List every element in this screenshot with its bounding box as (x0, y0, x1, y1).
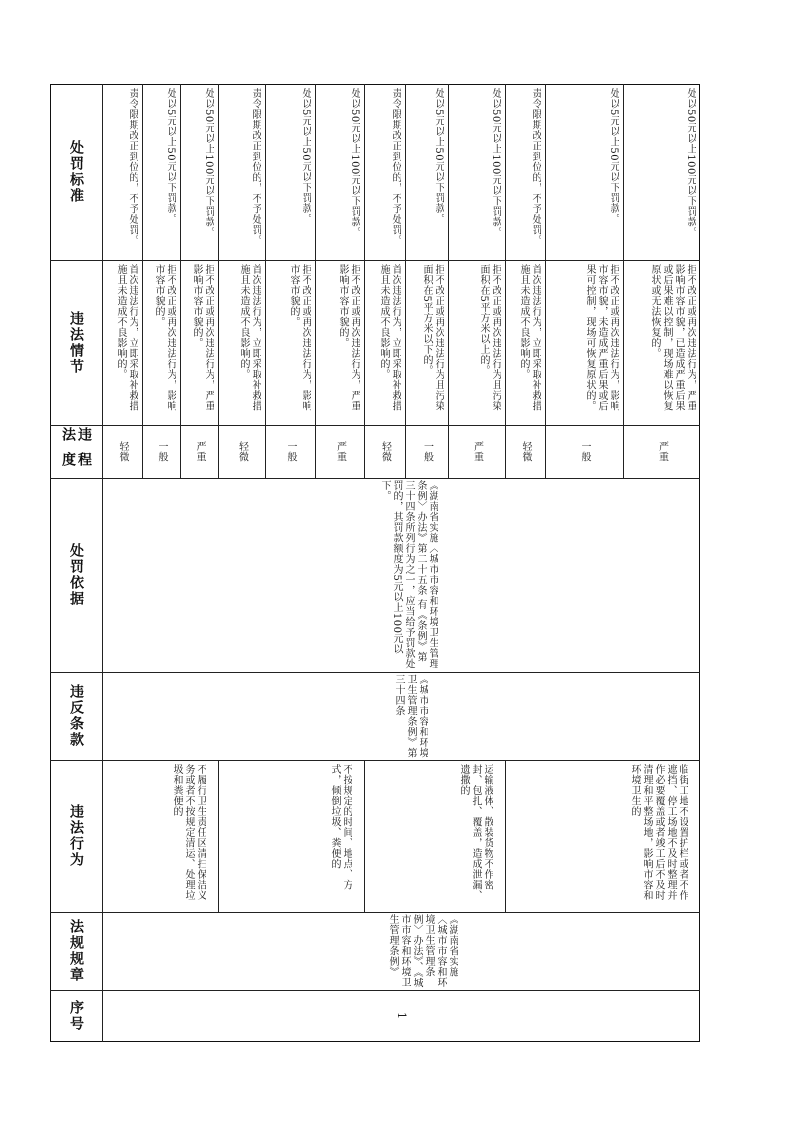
behavior-cell: 不履行卫生责任区清扫保洁义务或者不按规定清运、处理垃圾和粪便的 (171, 764, 206, 901)
row-rule (315, 84, 316, 478)
standard-cell: 处以5元以上50元以下罚款。 (300, 88, 311, 225)
behavior-cell: 不按规定的时间、地点、方式，倾倒垃圾、粪便的 (329, 764, 352, 890)
header-detail: 违法情节 (68, 310, 84, 375)
row-rule (448, 84, 449, 478)
group-rule (505, 760, 506, 912)
row-article: 《城市市容和环境卫生管理条例》第三十四条 (393, 674, 428, 758)
row-rule (218, 84, 219, 478)
detail-cell: 首次违法行为，立即采取补救措施且未造成不良影响的。 (115, 264, 138, 411)
standard-cell: 责令限期改正到位的，不予处罚。 (390, 88, 401, 246)
degree-cell: 轻微 (117, 441, 128, 462)
detail-cell: 拒不改正或再次违法行为，影响市容市貌，未造成严重后果或后果可控制，现场可恢复原状的。 (584, 264, 619, 411)
group-rule (218, 760, 219, 912)
row-seq: 1 (395, 1012, 408, 1020)
column-rule (50, 912, 700, 913)
header-degree-line2: 程度 (60, 451, 92, 466)
degree-cell: 一般 (579, 441, 590, 462)
column-rule (50, 425, 700, 426)
degree-cell: 严重 (471, 441, 483, 462)
header-seq: 序号 (68, 1000, 84, 1032)
detail-cell: 首次违法行为，立即采取补救措施且未造成不良影响的。 (238, 264, 261, 411)
standard-cell: 责令限期改正到位的，不予处罚。 (530, 88, 541, 246)
degree-cell: 一般 (421, 441, 433, 462)
detail-cell: 拒不改正或再次违法行为，严重影响市容市貌，已造成严重后果或后果难以控制，现场难以恢复原状或无法恢复的。 (649, 264, 696, 411)
degree-cell: 严重 (656, 441, 668, 462)
header-separator (102, 84, 103, 1042)
standard-cell: 处以50元以上100元以下罚款。 (349, 88, 360, 238)
row-rule (623, 84, 624, 478)
behavior-cell: 临街工地不设置护栏或者不作遮挡、停工场地不及时整理并作必要覆盖或者竣工后不及时清理和平整场地，影响市容和环境卫生的 (629, 764, 688, 901)
detail-cell: 拒不改正或再次违法行为且污染面积在5平方米以上的。 (478, 264, 501, 411)
header-behavior: 违法行为 (68, 804, 84, 868)
detail-cell: 拒不改正或再次违法行为且污染面积在5平方米以下的。 (421, 264, 444, 411)
row-rule-name: 《湖南省实施〈城市市容和环境卫生管理条例〉办法》、《城市市容和环境卫生管理条例》 (387, 914, 458, 988)
standard-cell: 处以5元以上50元以下罚款。 (433, 88, 444, 225)
degree-cell: 一般 (156, 441, 167, 462)
row-rule (142, 84, 143, 478)
standard-cell: 处以50元以上100元以下罚款。 (490, 88, 501, 238)
column-rule (50, 478, 700, 479)
standard-cell: 处以5元以上50元以下罚款。 (165, 88, 176, 225)
column-rule (50, 760, 700, 761)
header-basis: 处罚依据 (68, 543, 84, 607)
row-basis: 《湖南省实施〈城市市容和环境卫生管理条例〉办法》第二十五条 有《条例》第三十四条所列行为之一，应当给予罚款处罚的，其罚款额度为5元以上100元以下。 (379, 480, 438, 669)
header-article: 违反条款 (68, 684, 84, 748)
degree-cell: 一般 (285, 441, 296, 462)
detail-cell: 拒不改正或再次违法行为，严重影响市容市貌的。 (191, 264, 214, 411)
header-standard: 处罚标准 (68, 140, 84, 204)
column-rule (50, 672, 700, 673)
row-rule (265, 84, 266, 478)
group-rule (364, 760, 365, 912)
column-rule (50, 260, 700, 261)
row-rule (505, 84, 506, 478)
row-rule (545, 84, 546, 478)
detail-cell: 首次违法行为，立即采取补救措施且未造成不良影响的。 (378, 264, 401, 411)
detail-cell: 拒不改正或再次违法行为，影响市容市貌的。 (153, 264, 176, 411)
header-degree (52, 427, 100, 476)
degree-cell: 严重 (194, 441, 205, 462)
degree-cell: 严重 (334, 441, 346, 462)
header-degree-line1: 违法 (60, 427, 92, 441)
degree-cell: 轻微 (379, 441, 391, 462)
degree-cell: 轻微 (520, 441, 531, 462)
row-rule (364, 84, 365, 478)
behavior-cell: 运输液体、散装货物不作密封、包扎、覆盖，造成泄漏、遗撒的 (458, 764, 493, 901)
detail-cell: 拒不改正或再次违法行为，影响市容市貌的。 (288, 264, 311, 411)
standard-cell: 责令限期改正到位的，不予处罚。 (250, 88, 261, 246)
standard-cell: 处以50元以上100元以下罚款。 (685, 88, 696, 238)
header-rule: 法规规章 (68, 919, 84, 983)
row-rule (180, 84, 181, 478)
standard-cell: 处以5元以上50元以下罚款。 (608, 88, 619, 225)
detail-cell: 拒不改正或再次违法行为，严重影响市容市貌的。 (337, 264, 360, 411)
row-rule (405, 84, 406, 478)
degree-cell: 轻微 (236, 441, 248, 462)
column-rule (50, 990, 700, 991)
standard-cell: 处以50元以上100元以下罚款。 (203, 88, 214, 238)
detail-cell: 首次违法行为，立即采取补救措施且未造成不良影响的。 (518, 264, 541, 411)
standard-cell: 责令限期改正到位的，不予处罚。 (127, 88, 138, 246)
